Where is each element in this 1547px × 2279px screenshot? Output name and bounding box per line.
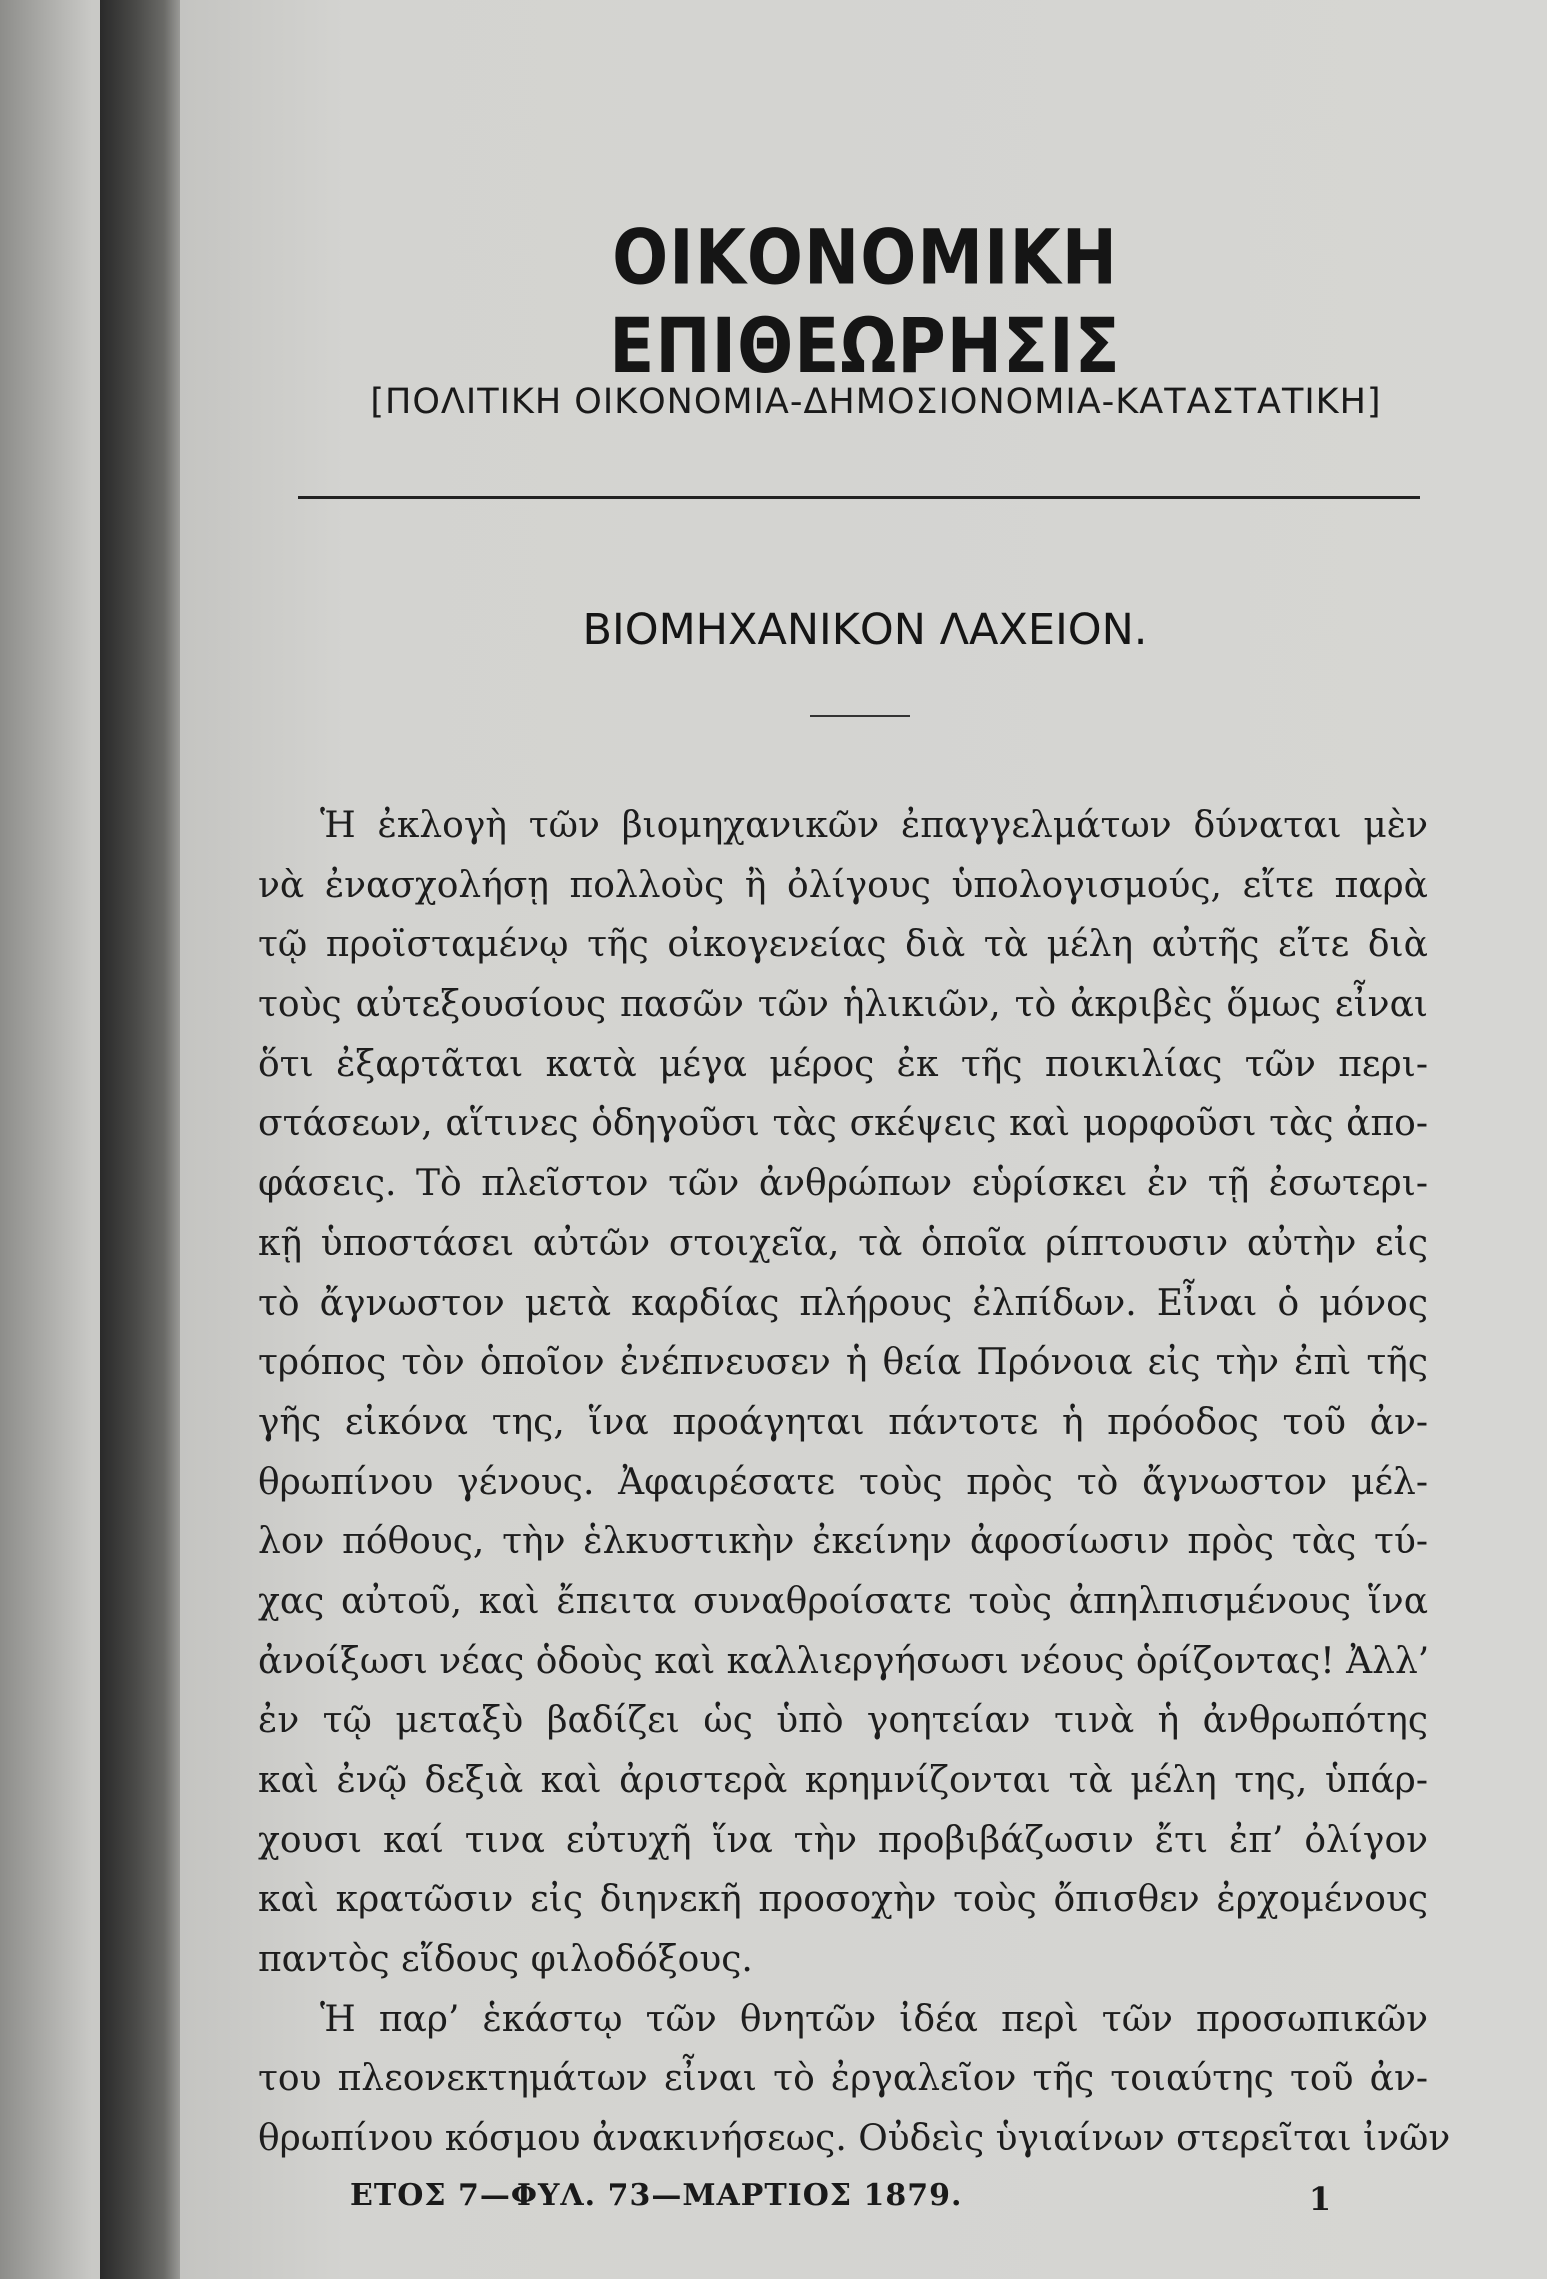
text-line: θρωπίνου κόσμου ἀνακινήσεως. Οὐδεὶς ὑγιαίνων στερεῖται ἰνῶν xyxy=(258,2118,1451,2160)
article-body xyxy=(258,796,1451,2169)
text-line: ἐν τῷ μεταξὺ βαδίζει ὡς ὑπὸ γοητείαν τινὰ ἡ ἀνθρωπότης xyxy=(258,1700,1428,1742)
text-line: ἀνοίξωσι νέας ὁδοὺς καὶ καλλιεργήσωσι νέους ὁρίζοντας! Ἀλλ’ xyxy=(258,1640,1430,1682)
text-line: κῇ ὑποστάσει αὐτῶν στοιχεῖα, τὰ ὁποῖα ρίπτουσιν αὐτὴν εἰς xyxy=(258,1222,1428,1264)
page-signature: 1 xyxy=(1308,2180,1332,2218)
text-line: του πλεονεκτημάτων εἶναι τὸ ἐργαλεῖον τῆς τοιαύτης τοῦ ἀν- xyxy=(258,2058,1428,2100)
book-binding xyxy=(0,0,92,2279)
title-rule xyxy=(810,715,910,717)
text-line: Ἡ παρ’ ἑκάστῳ τῶν θνητῶν ἰδέα περὶ τῶν προσωπικῶν xyxy=(320,1998,1428,2040)
text-line: τῷ προϊσταμένῳ τῆς οἰκογενείας διὰ τὰ μέλη αὐτῆς εἴτε διὰ xyxy=(258,924,1428,966)
text-line: νὰ ἐνασχολήσῃ πολλοὺς ἢ ὀλίγους ὑπολογισμούς, εἴτε παρὰ xyxy=(258,864,1428,906)
text-line: χας αὐτοῦ, καὶ ἔπειτα συναθροίσατε τοὺς ἀπηλπισμένους ἵνα xyxy=(258,1580,1428,1622)
text-line: καὶ ἐνῷ δεξιὰ καὶ ἀριστερὰ κρημνίζονται τὰ μέλη της, ὑπάρ- xyxy=(258,1760,1428,1801)
journal-masthead: ΟΙΚΟΝΟΜΙΚΗ ΕΠΙΘΕΩΡΗΣΙΣ xyxy=(609,213,1121,391)
page-gutter-shadow xyxy=(100,0,180,2279)
text-line: χουσι καί τινα εὐτυχῆ ἵνα τὴν προβιβάζωσιν ἔτι ἐπ’ ὀλίγον xyxy=(258,1819,1428,1861)
text-line: φάσεις. Τὸ πλεῖστον τῶν ἀνθρώπων εὑρίσκει ἐν τῇ ἐσωτερι- xyxy=(258,1163,1428,1205)
text-line: τοὺς αὐτεξουσίους πασῶν τῶν ἡλικιῶν, τὸ ἀκριβὲς ὅμως εἶναι xyxy=(258,984,1428,1026)
journal-subtitle: [ΠΟΛΙΤΙΚΗ ΟΙΚΟΝΟΜΙΑ-ΔΗΜΟΣΙΟΝΟΜΙΑ-ΚΑΤΑΣΤΑΤΙΚΗ] xyxy=(370,382,1382,422)
text-line: τὸ ἄγνωστον μετὰ καρδίας πλήρους ἐλπίδων. Εἶναι ὁ μόνος xyxy=(258,1282,1428,1324)
text-line: στάσεων, αἵτινες ὁδηγοῦσι τὰς σκέψεις καὶ μορφοῦσι τὰς ἀπο- xyxy=(258,1103,1428,1145)
text-line: ὅτι ἐξαρτᾶται κατὰ μέγα μέρος ἐκ τῆς ποικιλίας τῶν περι- xyxy=(258,1043,1428,1085)
text-line: θρωπίνου γένους. Ἀφαιρέσατε τοὺς πρὸς τὸ ἄγνωστον μέλ- xyxy=(258,1461,1428,1503)
text-line: παντὸς εἴδους φιλοδόξους. xyxy=(258,1939,753,1981)
header-rule xyxy=(298,496,1420,499)
text-line: λον πόθους, τὴν ἑλκυστικὴν ἐκείνην ἀφοσίωσιν πρὸς τὰς τύ- xyxy=(258,1521,1428,1563)
text-line: τρόπος τὸν ὁποῖον ἐνέπνευσεν ἡ θεία Πρόνοια εἰς τὴν ἐπὶ τῆς xyxy=(258,1342,1428,1384)
issue-footer: ΕΤΟΣ 7—ΦΥΛ. 73—ΜΑΡΤΙΟΣ 1879. xyxy=(350,2178,963,2213)
text-line: Ἡ ἐκλογὴ τῶν βιομηχανικῶν ἐπαγγελμάτων δύναται μὲν xyxy=(320,805,1428,846)
article-title: ΒΙΟΜΗΧΑΝΙΚΟΝ ΛΑΧΕΙΟΝ. xyxy=(582,605,1148,655)
text-line: γῆς εἰκόνα της, ἵνα προάγηται πάντοτε ἡ πρόοδος τοῦ ἀν- xyxy=(258,1401,1428,1443)
text-line: καὶ κρατῶσιν εἰς διηνεκῆ προσοχὴν τοὺς ὄπισθεν ἐρχομένους xyxy=(258,1879,1428,1921)
